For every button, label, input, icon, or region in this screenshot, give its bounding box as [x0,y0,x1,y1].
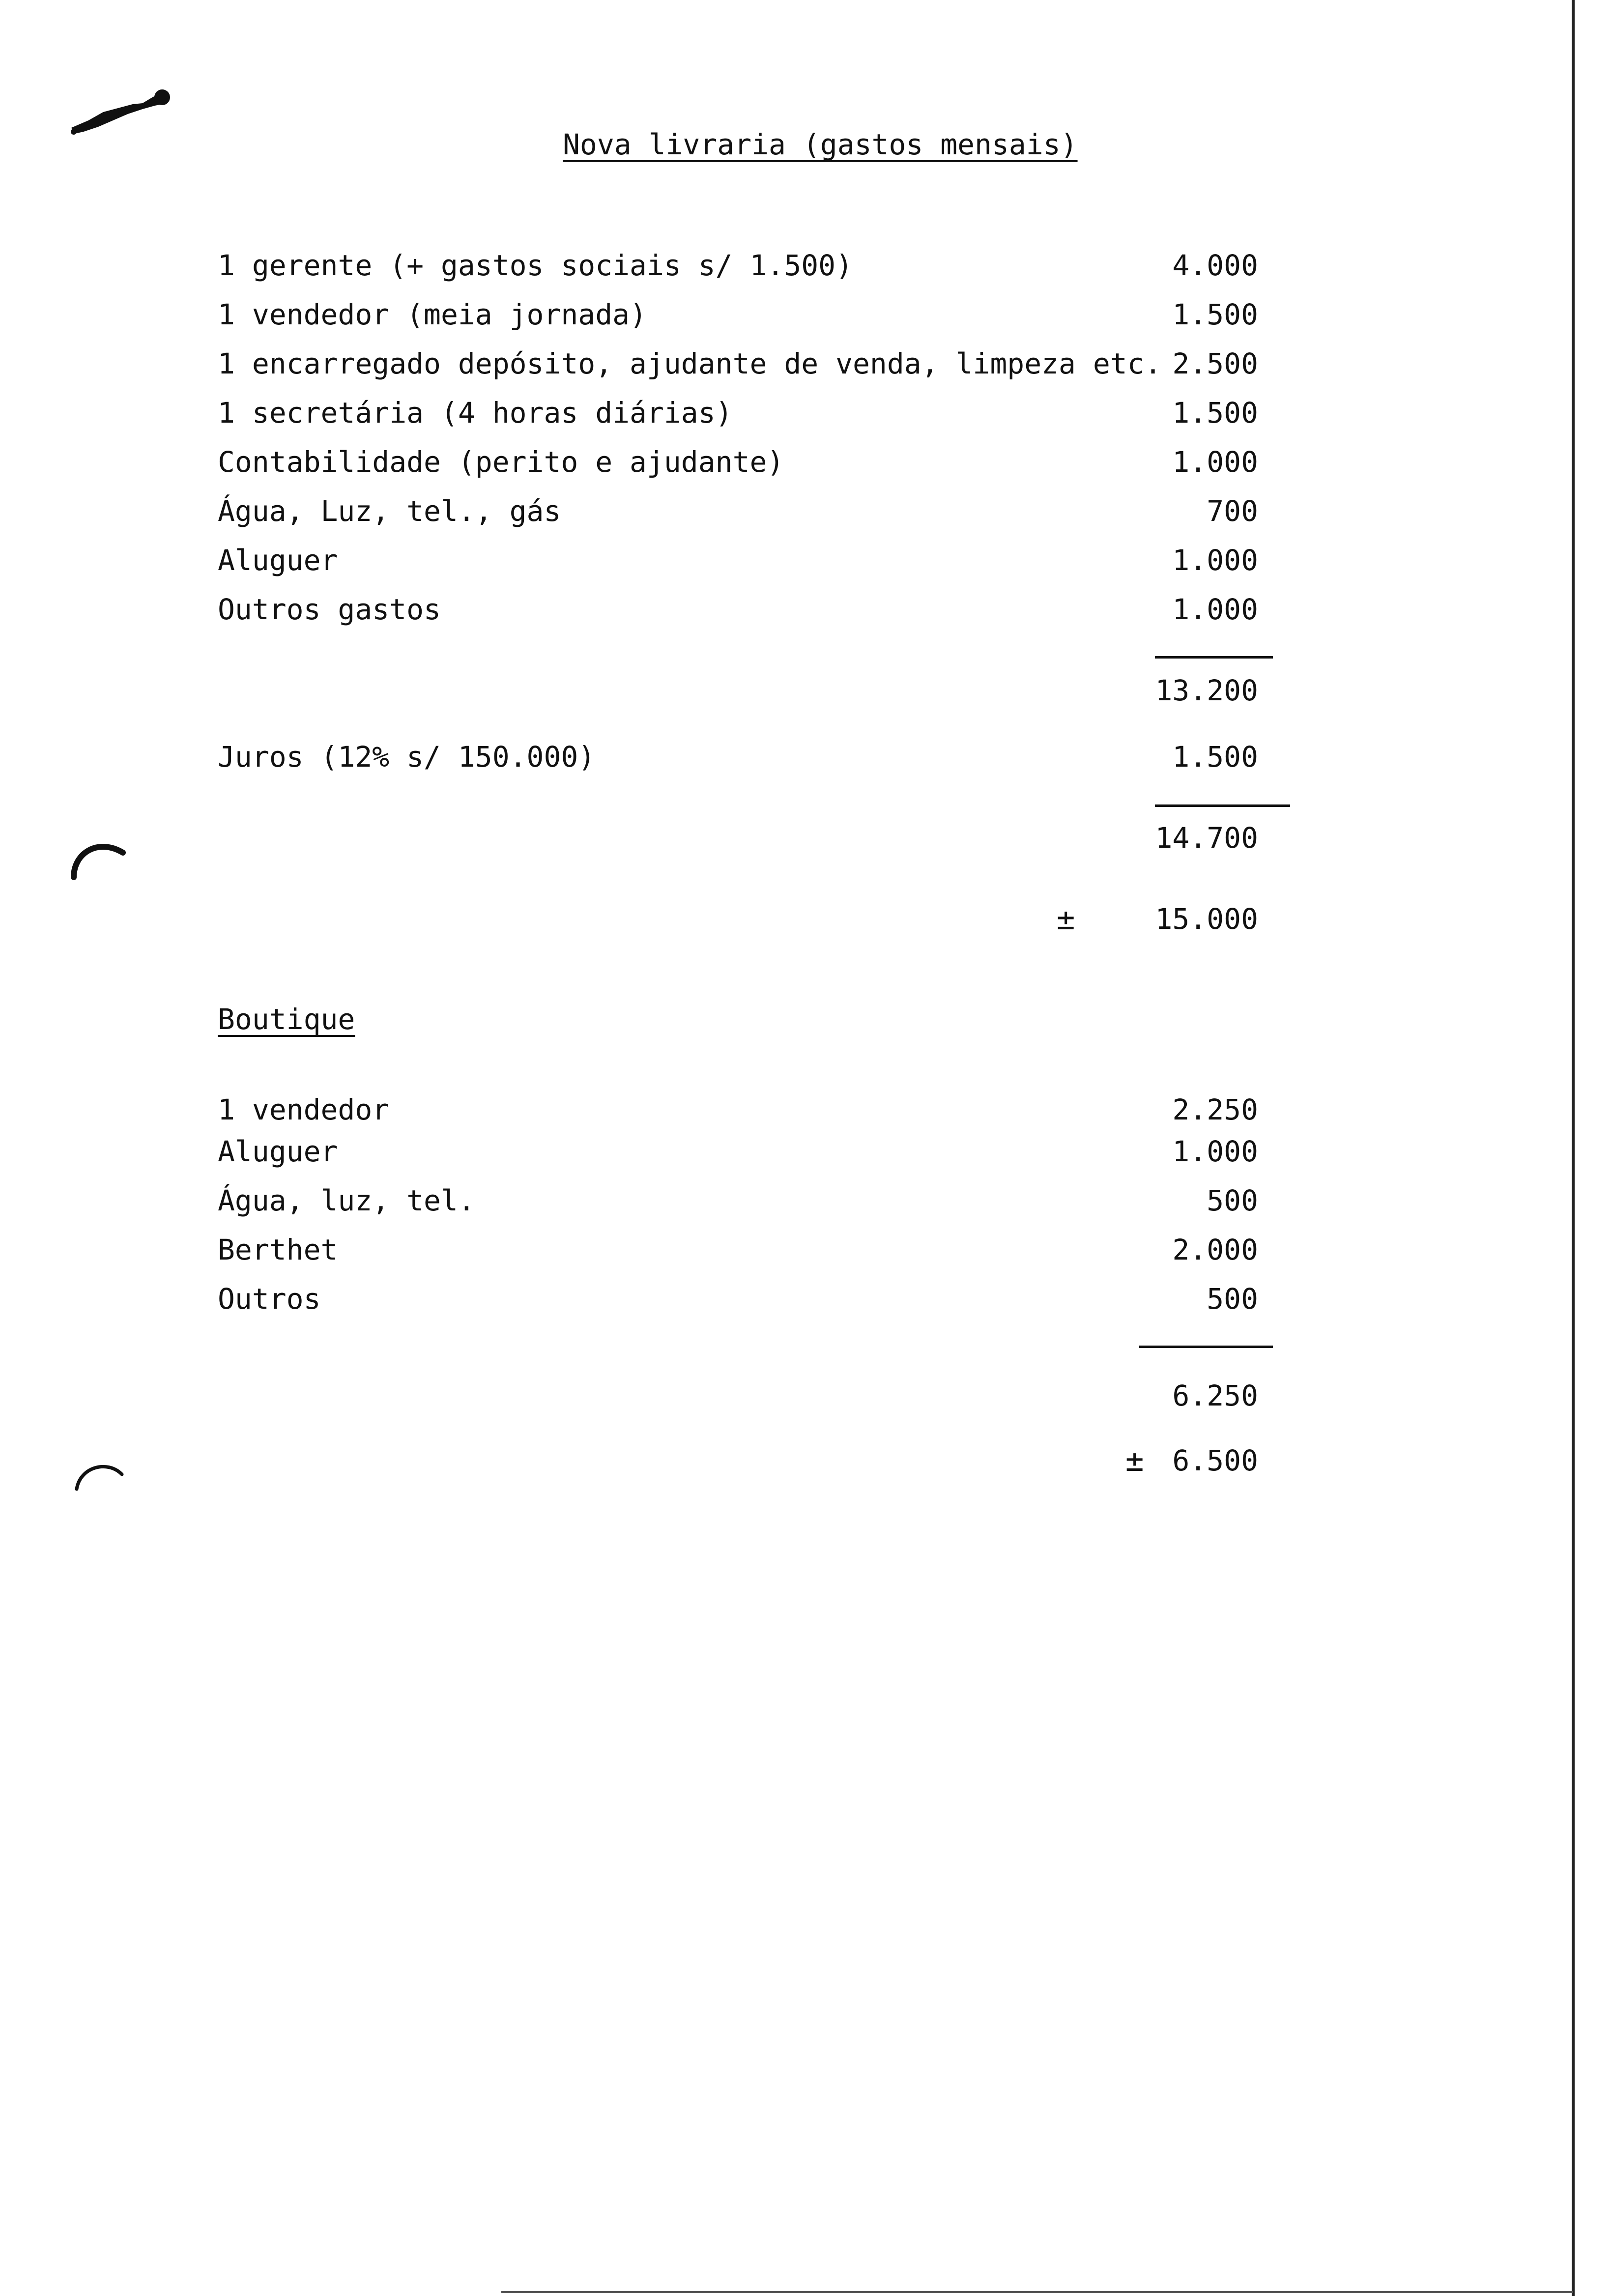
item-label: 1 gerente (+ gastos sociais s/ 1.500) [218,249,853,282]
item-label: 1 vendedor [218,1093,390,1126]
item-label: 1 encarregado depósito, ajudante de venda, limpeza etc. [218,347,1162,380]
list-item [0,1090,1612,1129]
item-label: Outros [218,1282,321,1316]
item-label: 1 secretária (4 horas diárias) [218,396,733,430]
item-amount: 500 [1207,1282,1258,1316]
subtotal-amount: 13.200 [1155,674,1258,707]
subtotal-rule [1155,656,1273,659]
item-amount: 2.500 [1172,347,1258,380]
item-amount: 1.500 [1172,396,1258,430]
item-label: 1 vendedor (meia jornada) [218,298,647,331]
boutique-approx-total-amount: 6.500 [1172,1444,1258,1477]
plus-minus-symbol: ± [1125,1442,1144,1478]
item-amount: 1.000 [1172,544,1258,577]
section-heading: Boutique [218,1003,355,1036]
juros-amount: 1.500 [1172,740,1258,774]
list-item [0,344,1612,383]
item-amount: 500 [1207,1184,1258,1217]
list-item [0,393,1612,432]
list-item [0,1230,1612,1269]
juros-label: Juros (12% s/ 150.000) [218,740,596,774]
list-item [0,442,1612,482]
list-item [0,1132,1612,1171]
list-item [0,246,1612,285]
approx-total-amount: 15.000 [1155,902,1258,936]
item-amount: 4.000 [1172,249,1258,282]
boutique-total-row [0,1376,1612,1415]
item-label: Contabilidade (perito e ajudante) [218,445,784,479]
item-amount: 1.000 [1172,1135,1258,1168]
list-item [0,1279,1612,1319]
list-item [0,590,1612,629]
item-amount: 2.250 [1172,1093,1258,1126]
item-label: Outros gastos [218,593,441,626]
bottom-edge-line [501,2291,1573,2293]
item-label: Aluguer [218,544,338,577]
item-label: Água, luz, tel. [218,1184,475,1217]
boutique-total-amount: 6.250 [1172,1379,1258,1412]
total-rule [1155,804,1290,807]
boutique-approx-total-row [0,1441,1612,1480]
total-amount: 14.700 [1155,821,1258,855]
list-item [0,491,1612,531]
item-label: Água, Luz, tel., gás [218,494,561,528]
juros-row [0,737,1612,776]
item-amount: 1.000 [1172,593,1258,626]
approx-total-row [0,899,1612,939]
page-title: Nova livraria (gastos mensais) [563,128,1078,161]
item-amount: 1.500 [1172,298,1258,331]
item-amount: 700 [1207,494,1258,528]
item-label: Aluguer [218,1135,338,1168]
plus-minus-symbol: ± [1057,901,1075,937]
total-row [0,818,1612,858]
item-amount: 2.000 [1172,1233,1258,1266]
list-item [0,541,1612,580]
boutique-total-rule [1139,1346,1273,1348]
item-amount: 1.000 [1172,445,1258,479]
item-label: Berthet [218,1233,338,1266]
list-item [0,295,1612,334]
list-item [0,1181,1612,1220]
ink-blot-icon [69,69,177,147]
subtotal-row [0,671,1612,710]
